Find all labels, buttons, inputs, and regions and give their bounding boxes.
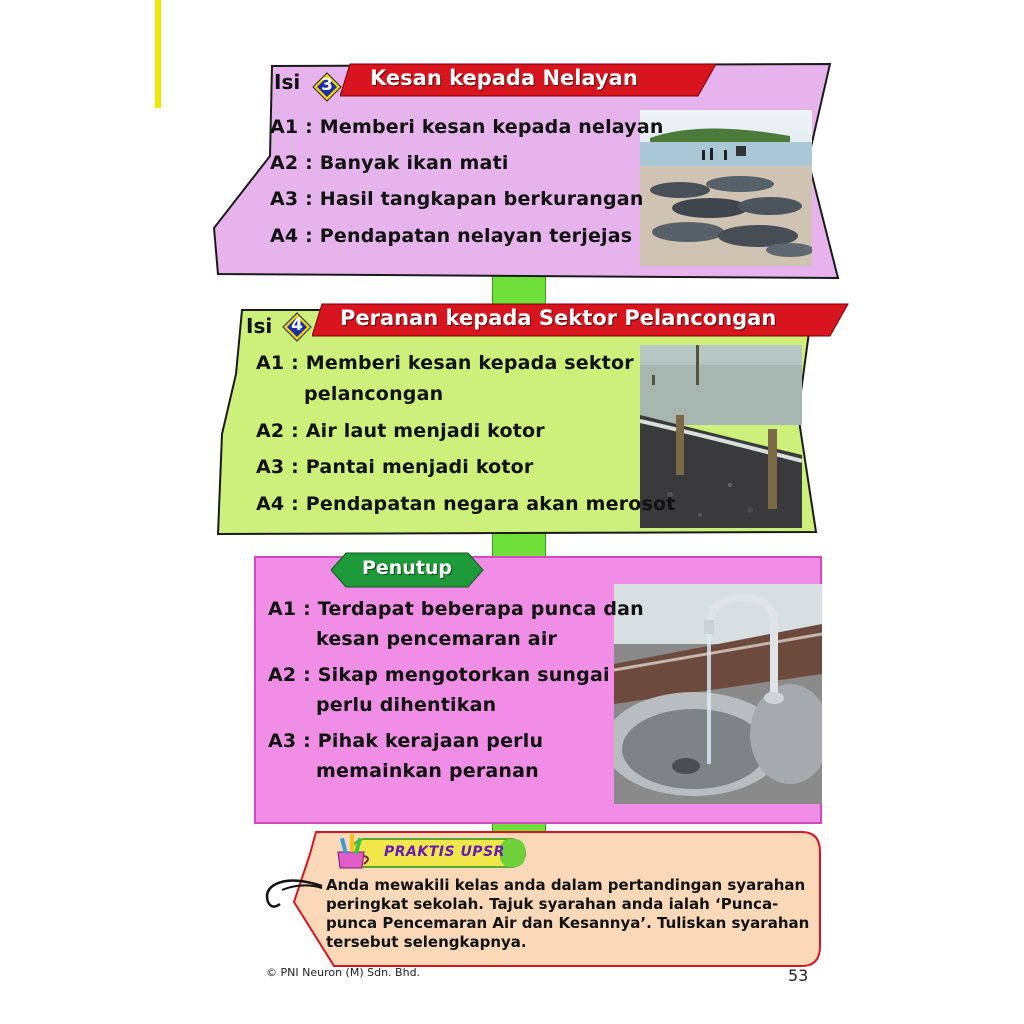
- penutup-line-a1: A1 : Terdapat beberapa punca dan: [268, 598, 644, 620]
- page-number: 53: [788, 966, 809, 985]
- isi-4-title: Peranan kepada Sektor Pelancongan: [340, 306, 777, 330]
- isi-4-line-a2: A2 : Air laut menjadi kotor: [256, 420, 545, 442]
- penutup-line-a2-cont: perlu dihentikan: [316, 694, 497, 716]
- praktis-text-line-1: Anda mewakili kelas anda dalam pertandingan syarahan: [326, 876, 806, 894]
- praktis-label: PRAKTIS UPSR: [384, 844, 505, 860]
- isi-3-title-ribbon: [340, 62, 720, 98]
- book-mug-icon: [334, 832, 374, 870]
- isi-4-label: Isi: [246, 314, 273, 338]
- copyright-text: © PNI Neuron (M) Sdn. Bhd.: [266, 966, 421, 979]
- isi-4-line-a4: A4 : Pendapatan negara akan merosot: [256, 493, 676, 515]
- praktis-label-tag: [350, 838, 526, 868]
- number-4-text: 4: [291, 315, 303, 335]
- isi-3-line-a1: A1 : Memberi kesan kepada nelayan: [270, 116, 664, 138]
- penutup-line-a2: A2 : Sikap mengotorkan sungai: [268, 664, 610, 686]
- isi-4-title-ribbon: [312, 302, 852, 338]
- isi-3-line-a3: A3 : Hasil tangkapan berkurangan: [270, 188, 644, 210]
- isi-4-line-a1: A1 : Memberi kesan kepada sektor: [256, 352, 634, 374]
- page-margin-bar: [155, 0, 161, 108]
- praktis-text-line-4: tersebut selengkapnya.: [326, 933, 527, 951]
- hook-arrow-icon: [262, 876, 326, 912]
- isi-3-line-a2: A2 : Banyak ikan mati: [270, 152, 509, 174]
- isi-4-line-a3: A3 : Pantai menjadi kotor: [256, 456, 534, 478]
- isi-3-label: Isi: [274, 70, 301, 94]
- isi-4-line-a1-cont: pelancongan: [304, 383, 444, 405]
- number-3-text: 3: [321, 75, 333, 95]
- running-tap-sink-photo: [614, 584, 822, 804]
- isi-3-title: Kesan kepada Nelayan: [370, 66, 638, 90]
- beached-whales-photo: [640, 110, 812, 266]
- penutup-line-a3: A3 : Pihak kerajaan perlu: [268, 730, 544, 752]
- penutup-title: Penutup: [361, 557, 453, 579]
- penutup-line-a1-cont: kesan pencemaran air: [316, 628, 558, 650]
- penutup-title-tag: [330, 552, 484, 588]
- number-3-badge: [312, 72, 342, 102]
- number-4-badge: [282, 312, 312, 342]
- penutup-line-a3-cont: memainkan peranan: [316, 760, 539, 782]
- praktis-text-line-3: punca Pencemaran Air dan Kesannya’. Tuliskan syarahan: [326, 914, 810, 932]
- praktis-text-line-2: peringkat sekolah. Tajuk syarahan anda ialah ‘Punca-: [326, 895, 779, 913]
- isi-3-line-a4: A4 : Pendapatan nelayan terjejas: [270, 225, 633, 247]
